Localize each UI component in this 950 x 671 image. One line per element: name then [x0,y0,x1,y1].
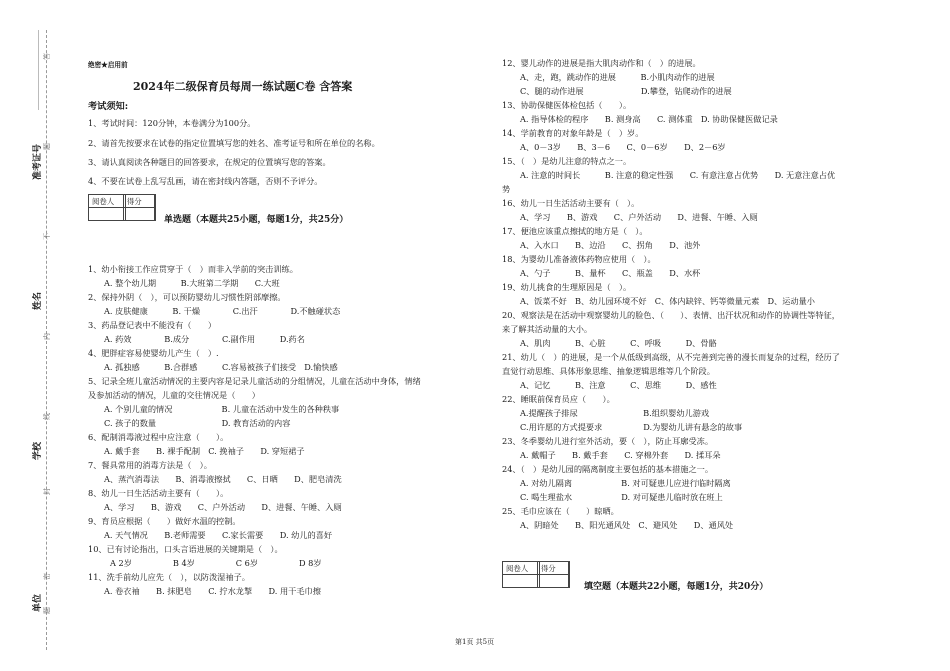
question-line: A、蒸汽消毒法 B、消毒液擦拭 C、日晒 D、肥皂清洗 [104,474,342,484]
score-cell: 得分 [124,195,155,220]
question-line: A 2岁 B 4岁 C 6岁 D 8岁 [110,558,322,568]
question-line: A、肌肉 B、心脏 C、呼吸 D、骨骼 [520,338,717,348]
question-line: A. 整个幼儿期 B.大班第二学期 C.大班 [104,278,280,288]
question-line: 6、配制消毒液过程中应注意（ ）。 [88,432,229,442]
question-line: 2、保持外阴（ ），可以预防婴幼儿习惯性阴部摩擦。 [88,292,286,302]
score-box [502,561,570,588]
seal-mark: 不 [43,233,51,240]
question-line: 18、为婴幼儿准备液体药物应使用（ ）。 [502,254,656,264]
question-line: A、勺子 B、量杯 C、瓶盖 D、水杯 [520,268,701,278]
question-line: C、腿的动作进展 D.攀登，钻爬动作的进展 [520,86,732,96]
reviewer-cell: 阅卷人 [503,562,538,587]
question-line: C. 喝生理盐水 D. 对可疑患儿临时放在班上 [520,492,723,502]
binding-margin [0,0,60,671]
question-line: 来了解其活动量的大小。 [502,324,593,334]
notice-item: 1、考试时间：120分钟，本卷满分为100分。 [88,118,256,128]
seal-mark: 答 [43,53,51,60]
question-line: 及参加活动的情况，儿童的交往情况是（ ） [88,390,260,400]
question-line: 20、观察法是在活动中观察婴幼儿的脸色、（ ）、表情、出汗状况和动作的协调性等特征， [502,310,840,320]
question-line: 10、已有讨论指出，口头言语进展的关键期是（ ）。 [88,544,283,554]
question-line: A. 天气情况 B.老师需要 C.家长需要 D. 幼儿的喜好 [104,530,333,540]
question-line: 3、药品登记表中不能没有（ ） [88,320,217,330]
question-line: A. 药效 B.成分 C.副作用 D.药名 [104,334,305,344]
question-line: A、记忆 B、注意 C、思维 D、感性 [520,380,717,390]
seal-mark: 题 [43,143,51,150]
question-line: 15、（ ）是幼儿注意的特点之一。 [502,156,632,166]
section-title-fill: 填空题（本题共22小题，每题1分，共20分） [584,582,769,592]
question-line: A、饭菜不好 B、幼儿园环境不好 C、体内缺锌、钙等微量元素 D、运动量小 [520,296,815,306]
seal-mark: 线 [43,413,51,420]
question-line: 直觉行动思维、具体形象思维、抽象逻辑思维等几个阶段。 [502,366,715,376]
question-line: A. 戴帽子 B. 戴手套 C. 穿棉外套 D. 揉耳朵 [520,450,721,460]
question-line: 13、协助保健医体检包括（ ）。 [502,100,632,110]
question-line: 25、毛巾应该在（ ）晾晒。 [502,506,619,516]
question-line: 5、记录全班儿童活动情况的主要内容是记录儿童活动的分组情况，儿童在活动中身体，情绪 [88,376,421,386]
question-line: 12、婴儿动作的进展是指大肌肉动作和（ ）的进展。 [502,58,701,68]
question-line: A. 戴手套 B. 裸手配制 C. 挽袖子 D. 穿短裙子 [104,446,305,456]
question-line: 1、幼小衔接工作应贯穿于（ ）而非入学前的突击训练。 [88,264,298,274]
seal-mark: 题 [43,607,51,614]
question-line: 24、（ ）是幼儿园的隔离制度主要包括的基本措施之一。 [502,464,714,474]
question-line: 16、幼儿一日生活活动主要有（ ）。 [502,198,640,208]
notice-heading: 考试须知: [88,101,129,112]
question-line: 19、幼儿挑食的生理原因是（ ）。 [502,282,632,292]
seal-mark: 内 [43,333,51,340]
question-line: 势 [502,184,511,194]
question-line: 14、学前教育的对象年龄是（ ）岁。 [502,128,644,138]
reviewer-cell: 阅卷人 [89,195,124,220]
score-box [88,194,156,221]
section-title-single: 单选题（本题共25小题，每题1分，共25分） [164,215,349,225]
question-line: 9、育员应根据（ ）做好水温的控制。 [88,516,241,526]
secret-mark: 绝密★启用前 [88,61,128,69]
question-line: C. 孩子的数量 D. 教育活动的内容 [104,418,291,428]
page-title: 2024年二级保育员每周一练试题C卷 含答案 [133,80,353,93]
school-label: 学校 [33,441,43,460]
question-line: A、学习 B、游戏 C、户外活动 D、进餐、午睡、入厕 [520,212,758,222]
question-line: 7、餐具常用的消毒方法是（ ）。 [88,460,212,470]
question-line: A、阴暗处 B、阳光通风处 C、避风处 D、通风处 [520,520,734,530]
question-line: 21、幼儿（ ）的进展，是一个从低级到高级，从不完善到完善的漫长而复杂的过程，经历了 [502,352,840,362]
question-line: A.提醒孩子排尿 B.组织婴幼儿游戏 [520,408,710,418]
question-line: 4、肥胖症容易使婴幼儿产生（ ）. [88,348,219,358]
question-line: A. 卷衣袖 B. 抹肥皂 C. 拧水龙掣 D. 用干毛巾擦 [104,586,321,596]
question-line: A. 皮肤健康 B. 干燥 C.出汗 D.不触碰状态 [104,306,341,316]
name-label: 姓名 [33,291,43,310]
question-line: A、0－3岁 B、3－6 C、0－6岁 D、2－6岁 [520,142,726,152]
question-line: A、走，跑，跳动作的进展 B.小肌肉动作的进展 [520,72,715,82]
question-line: 17、便池应该重点擦拭的地方是（ ）。 [502,226,648,236]
seal-dashed-line [46,30,47,650]
notice-item: 2、请首先按要求在试卷的指定位置填写您的姓名、准考证号和所在单位的名称。 [88,138,380,148]
question-line: 11、洗手前幼儿应先（ ），以防泼湿袖子。 [88,572,250,582]
seal-mark: 密 [43,573,51,580]
score-cell: 得分 [538,562,569,587]
exam-number-label: 准考证号 [33,143,43,180]
question-line: A. 孤独感 B.合群感 C.容易被孩子们接受 D.愉快感 [104,362,338,372]
question-line: 22、睡眠前保育员应（ ）。 [502,394,615,404]
question-line: 8、幼儿一日生活活动主要有（ ）。 [88,488,229,498]
margin-rule [38,30,39,110]
question-line: 23、冬季婴幼儿进行室外活动，要（ ），防止耳廓受冻。 [502,436,714,446]
question-line: A. 个别儿童的情况 B. 儿童在活动中发生的各种秩事 [104,404,340,414]
question-line: C.用许愿的方式提要求 D.为婴幼儿讲有悬念的故事 [520,422,743,432]
page-footer: 第1页 共5页 [455,638,495,646]
unit-label: 单位 [33,593,43,612]
question-line: A. 注意的时间长 B. 注意的稳定性强 C. 有意注意占优势 D. 无意注意占优 [520,170,836,180]
question-line: A. 对幼儿隔离 B. 对可疑患儿应进行临时隔离 [520,478,731,488]
question-line: A、入水口 B、边沿 C、拐角 D、池外 [520,240,701,250]
notice-item: 3、请认真阅读各种题目的回答要求，在规定的位置填写您的答案。 [88,157,331,167]
question-line: A、学习 B、游戏 C、户外活动 D、进餐、午睡、入厕 [104,502,342,512]
seal-mark: 封 [43,488,51,495]
notice-item: 4、不要在试卷上乱写乱画，请在密封线内答题，否则不予评分。 [88,176,323,186]
question-line: A. 指导体检的程序 B. 测身高 C. 测体重 D. 协助保健医做记录 [520,114,778,124]
